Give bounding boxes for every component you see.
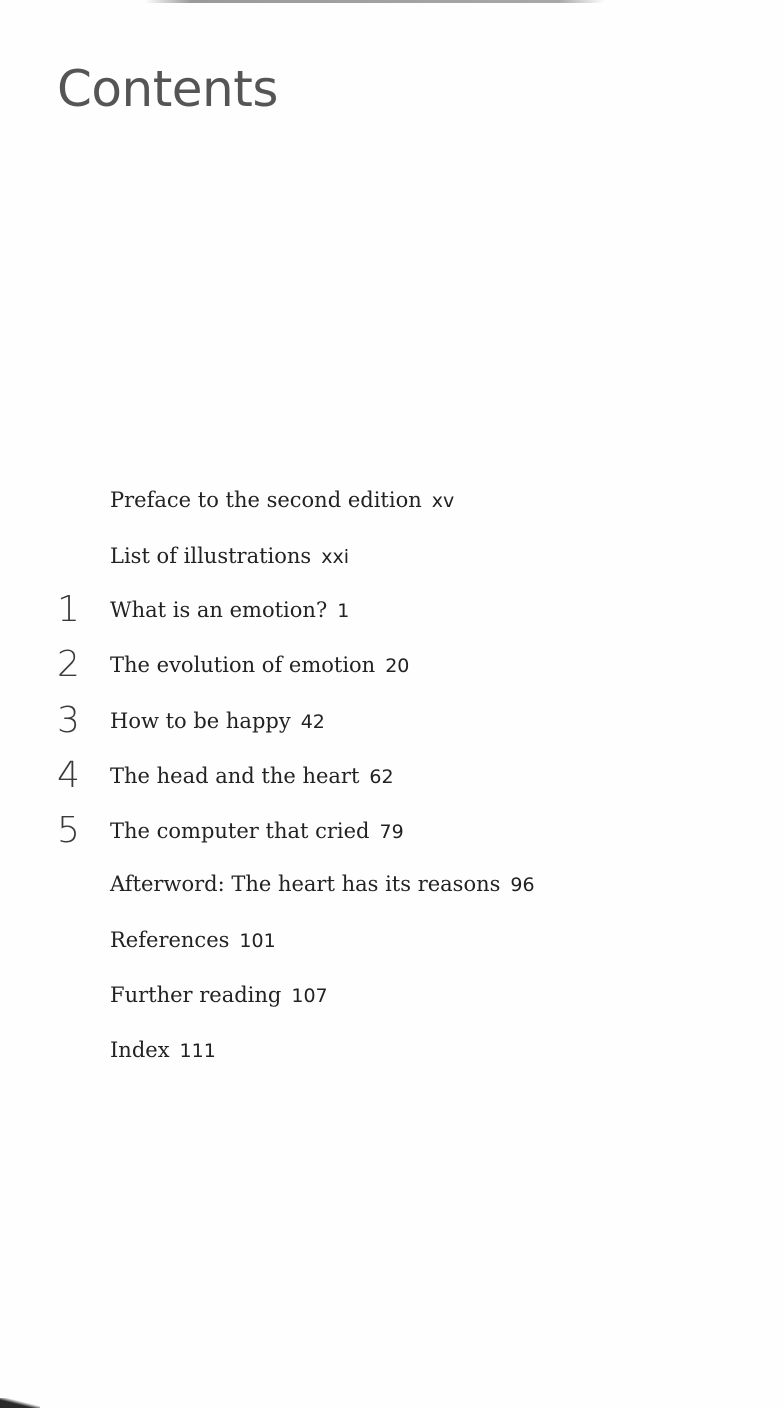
toc-page-number: 20 xyxy=(385,655,410,677)
toc-page-number: 42 xyxy=(300,711,325,733)
toc-entry-title-text: What is an emotion? xyxy=(110,598,328,622)
page-corner-shadow xyxy=(0,1398,40,1408)
toc-entry-title-text: Afterword: The heart has its reasons xyxy=(110,872,501,896)
toc-entry-title-text: The computer that cried xyxy=(110,819,370,843)
toc-entry-chapter-5 xyxy=(0,810,784,861)
toc-entry-title-text: Index xyxy=(110,1038,170,1062)
toc-entry-further-reading xyxy=(0,985,784,1025)
toc-entry-title-text: The evolution of emotion xyxy=(110,653,376,677)
toc-entry-title-text: How to be happy xyxy=(110,709,291,733)
toc-page-number: xxi xyxy=(321,546,349,568)
toc-entry-title xyxy=(110,600,349,621)
toc-entry-title xyxy=(110,766,394,787)
toc-entry-title xyxy=(110,655,409,676)
toc-entry-title-text: Further reading xyxy=(110,983,282,1007)
toc-entry-chapter-4 xyxy=(0,755,784,806)
toc-page-number: 96 xyxy=(510,874,535,896)
toc-entry-title xyxy=(110,490,454,511)
page-title: Contents xyxy=(57,60,278,118)
chapter-number: 5 xyxy=(57,810,80,851)
toc-entry-title xyxy=(110,711,325,732)
toc-entry-title-text: List of illustrations xyxy=(110,544,312,568)
toc-entry-chapter-3 xyxy=(0,700,784,751)
chapter-number: 3 xyxy=(57,700,80,741)
page-top-edge xyxy=(145,0,605,3)
toc-entry-title xyxy=(110,985,328,1006)
toc-page-number: 79 xyxy=(379,821,404,843)
toc-entry-title xyxy=(110,546,349,567)
toc-entry-title xyxy=(110,821,404,842)
toc-entry-chapter-1 xyxy=(0,589,784,640)
toc-entry-preface xyxy=(0,490,784,530)
toc-entry-title-text: Preface to the second edition xyxy=(110,488,422,512)
toc-entry-list-of-illustrations xyxy=(0,546,784,586)
toc-entry-title xyxy=(110,874,535,895)
toc-page-number: 111 xyxy=(179,1040,216,1062)
toc-entry-title-text: References xyxy=(110,928,230,952)
toc-page-number: 107 xyxy=(291,985,328,1007)
toc-entry-title xyxy=(110,930,276,951)
toc-page-number: 101 xyxy=(239,930,276,952)
toc-page-number: xv xyxy=(431,490,455,512)
toc-entry-title-text: The head and the heart xyxy=(110,764,360,788)
toc-entry-chapter-2 xyxy=(0,644,784,695)
chapter-number: 1 xyxy=(57,589,80,630)
chapter-number: 2 xyxy=(57,644,80,685)
toc-entry-index xyxy=(0,1040,784,1080)
toc-entry-title xyxy=(110,1040,216,1061)
chapter-number: 4 xyxy=(57,755,80,796)
toc-entry-references xyxy=(0,930,784,970)
toc-entry-afterword xyxy=(0,874,784,914)
toc-page-number: 1 xyxy=(337,600,350,622)
toc-page-number: 62 xyxy=(369,766,394,788)
